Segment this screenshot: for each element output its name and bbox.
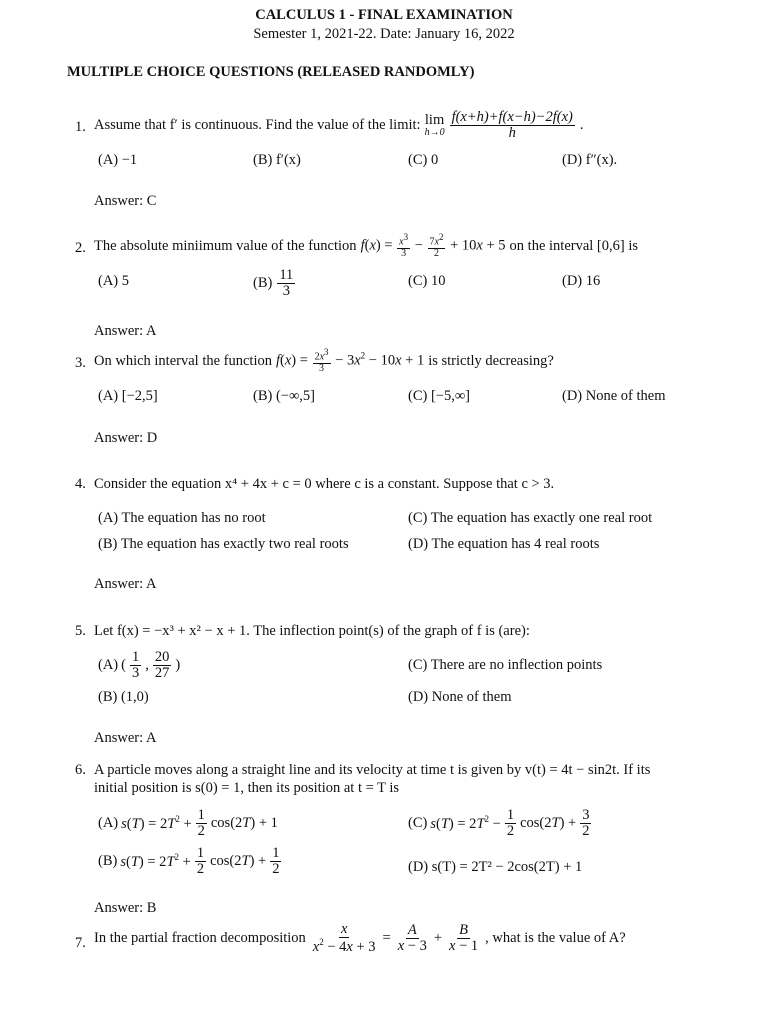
q1-fraction: $\frac{f(x+h)+f(x-h)-2f(x)}{h}$	[451, 109, 573, 142]
q4-option-a: (A) The equation has no root	[98, 510, 266, 526]
exam-title: CALCULUS 1 - FINAL EXAMINATION	[255, 7, 513, 23]
q1-limit: lim h→0	[424, 112, 445, 138]
q3-option-d: (D) None of them	[562, 388, 666, 404]
q5-option-c: (C) There are no inflection points	[408, 657, 603, 673]
section-heading: MULTIPLE CHOICE QUESTIONS (RELEASED RANDOMLY)	[67, 64, 475, 80]
q3-stem: On which interval the function f(x) = $\frac{2x^3}{3}$ − $3x^2 - 10x + 1$ is strictly decreasing?	[94, 347, 554, 374]
q3-function: f(x) = $\frac{2x^3}{3}$ − $3x^2 - 10x + 1$	[275, 347, 425, 374]
q1-answer: Answer: C	[94, 193, 157, 209]
q1-stem: Assume that f′ is continuous. Find the value of the limit: lim h→0 $\frac{f(x+h)+f(x-h)-2f(x)}{h}$ .	[94, 109, 584, 142]
q1-option-a: (A) −1	[98, 152, 138, 168]
q4-text: Consider the equation x⁴ + 4x + c = 0 where c is a constant. Suppose that c > 3.	[94, 476, 555, 492]
q4-option-b: (B) The equation has exactly two real roots	[98, 536, 349, 552]
q4-answer: Answer: A	[94, 576, 157, 592]
q1-number: 1.	[75, 119, 86, 135]
q3-option-c: (C) [−5,∞]	[408, 388, 471, 404]
q1-text: Assume that f′ is continuous. Find the value of the limit:	[94, 117, 421, 134]
q6-line1: A particle moves along a straight line and its velocity at time t is given by v(t) = 4t − sin2t. If its	[94, 762, 651, 778]
q4-option-c: (C) The equation has exactly one real root	[408, 510, 653, 526]
q4-option-d: (D) The equation has 4 real roots	[408, 536, 600, 552]
q1-option-d: (D) f″(x).	[562, 152, 618, 168]
q6-answer: Answer: B	[94, 900, 157, 916]
q6-line2: initial position is s(0) = 1, then its position at t = T is	[94, 780, 400, 796]
q3-number: 3.	[75, 355, 86, 371]
q7-fraction-b: $\frac{B}{x - 1}$	[449, 921, 479, 955]
q7-fraction-left: $\frac{x}{x^2 - 4x + 3}$	[312, 921, 376, 956]
exam-subtitle: Semester 1, 2021-22. Date: January 16, 2022	[253, 26, 515, 42]
q2-stem: The absolute miniimum value of the function f(x) = $\frac{x^3}{3}$ − $\frac{7x^2}{2}$ + 10x + 5 on the interval [0,6] is	[94, 232, 639, 259]
q3-option-b: (B) (−∞,5]	[253, 388, 316, 404]
q2-function: f(x) = $\frac{x^3}{3}$ − $\frac{7x^2}{2}$ + 10x + 5	[360, 232, 506, 259]
q1-option-b: (B) f′(x)	[253, 152, 301, 168]
q7-number: 7.	[75, 935, 86, 951]
q6-number: 6.	[75, 762, 86, 778]
q5-answer: Answer: A	[94, 730, 157, 746]
q6-option-a: (A) $s(T) = 2T^2$ + $\frac{1}{2}$ cos(2T) + 1	[98, 807, 278, 840]
q5-text: Let f(x) = −x³ + x² − x + 1. The inflection point(s) of the graph of f is (are):	[94, 623, 530, 639]
q2-number: 2.	[75, 240, 86, 256]
q6-option-c: (C) $s(T) = 2T^2$ − $\frac{1}{2}$ cos(2T) + $\frac{3}{2}$	[408, 807, 590, 840]
q3-answer: Answer: D	[94, 430, 158, 446]
q3-option-a: (A) [−2,5]	[98, 388, 158, 404]
q5-option-b: (B) (1,0)	[98, 689, 149, 705]
q6-option-b: (B) $s(T) = 2T^2$ + $\frac{1}{2}$ cos(2T) + $\frac{1}{2}$	[98, 845, 280, 878]
q7-stem: In the partial fraction decomposition $\frac{x}{x^2 - 4x + 3}$ = $\frac{A}{x - 3}$ + $\frac{B}{x - 1}$ , what is the value of A?	[94, 921, 626, 956]
q2-answer: Answer: A	[94, 323, 157, 339]
q4-number: 4.	[75, 476, 86, 492]
q1-option-c: (C) 0	[408, 152, 439, 168]
q2-option-d: (D) 16	[562, 273, 601, 289]
q5-option-a: (A) ( $\frac{1}{3}$ , $\frac{20}{27}$ )	[98, 649, 181, 682]
q2-option-b: (B) $\frac{11}{3}$	[253, 267, 294, 300]
q5-number: 5.	[75, 623, 86, 639]
q2-option-a: (A) 5	[98, 273, 130, 289]
q5-option-d: (D) None of them	[408, 689, 512, 705]
q2-option-c: (C) 10	[408, 273, 446, 289]
q7-fraction-a: $\frac{A}{x - 3}$	[397, 921, 427, 955]
q6-option-d: (D) s(T) = 2T² − 2cos(2T) + 1	[408, 859, 583, 875]
